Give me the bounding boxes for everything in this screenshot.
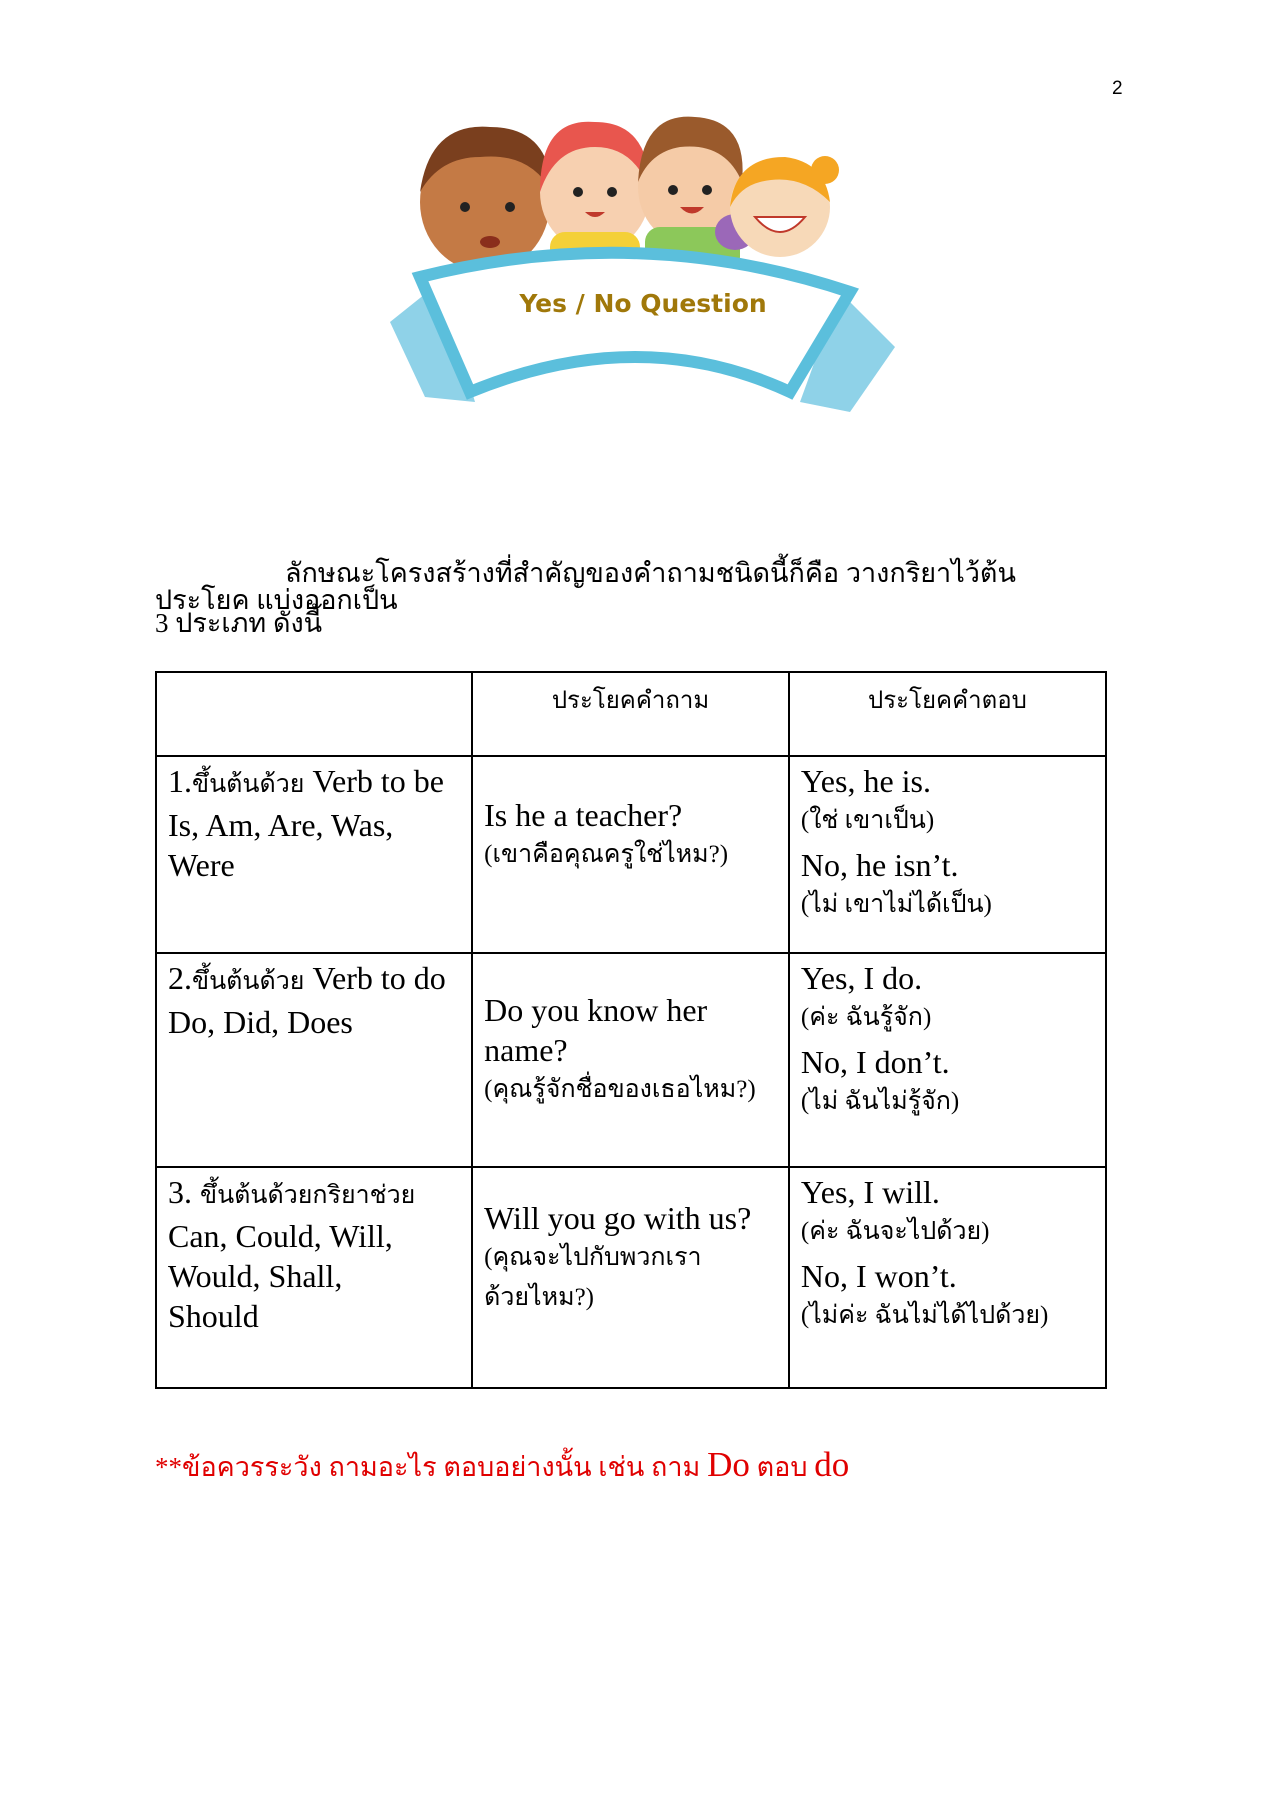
header-question: ประโยคคำถาม	[472, 672, 789, 756]
question-cell: Do you know her name? (คุณรู้จักชื่อของเธอไหม?)	[472, 953, 789, 1167]
question-cell: Will you go with us? (คุณจะไปกับพวกเราด้วยไหม?)	[472, 1167, 789, 1388]
yes-no-question-banner-illustration	[380, 112, 905, 477]
page-number: 2	[1112, 78, 1123, 99]
header-answer: ประโยคคำตอบ	[789, 672, 1106, 756]
question-cell: Is he a teacher? (เขาคือคุณครูใช่ไหม?)	[472, 756, 789, 953]
header-cell-empty	[156, 672, 472, 756]
yes-no-question-table	[155, 671, 1107, 1389]
banner-shape	[420, 253, 850, 392]
table-header-row	[156, 672, 1106, 756]
intro-line-1: ลักษณะโครงสร้างที่สำคัญของคำถามชนิดนี้ก็คือ วางกริยาไว้ต้นประโยค แบ่งออกเป็น	[155, 558, 1016, 615]
type-cell: 3. ขึ้นต้นด้วยกริยาช่วย Can, Could, Will, Would, Shall, Should	[156, 1167, 472, 1388]
kid-1-icon	[420, 127, 552, 272]
answer-cell: Yes, I do. (ค่ะ ฉันรู้จัก) No, I don’t. (ไม่ ฉันไม่รู้จัก)	[789, 953, 1106, 1167]
table-row	[156, 756, 1106, 953]
caution-note: **ข้อควรระวัง ถามอะไร ตอบอย่างนั้น เช่น ถาม Do ตอบ do	[155, 1445, 850, 1484]
answer-cell: Yes, he is. (ใช่ เขาเป็น) No, he isn’t. (ไม่ เขาไม่ได้เป็น)	[789, 756, 1106, 953]
banner-title: Yes / No Question	[519, 289, 767, 318]
type-cell: 2.ขึ้นต้นด้วย Verb to do Do, Did, Does	[156, 953, 472, 1167]
intro-line-2: 3 ประเภท ดังนี้	[155, 608, 323, 638]
answer-cell: Yes, I will. (ค่ะ ฉันจะไปด้วย) No, I won’t. (ไม่ค่ะ ฉันไม่ได้ไปด้วย)	[789, 1167, 1106, 1388]
table-row	[156, 1167, 1106, 1388]
type-cell: 1.ขึ้นต้นด้วย Verb to be Is, Am, Are, Was, Were	[156, 756, 472, 953]
table-row	[156, 953, 1106, 1167]
